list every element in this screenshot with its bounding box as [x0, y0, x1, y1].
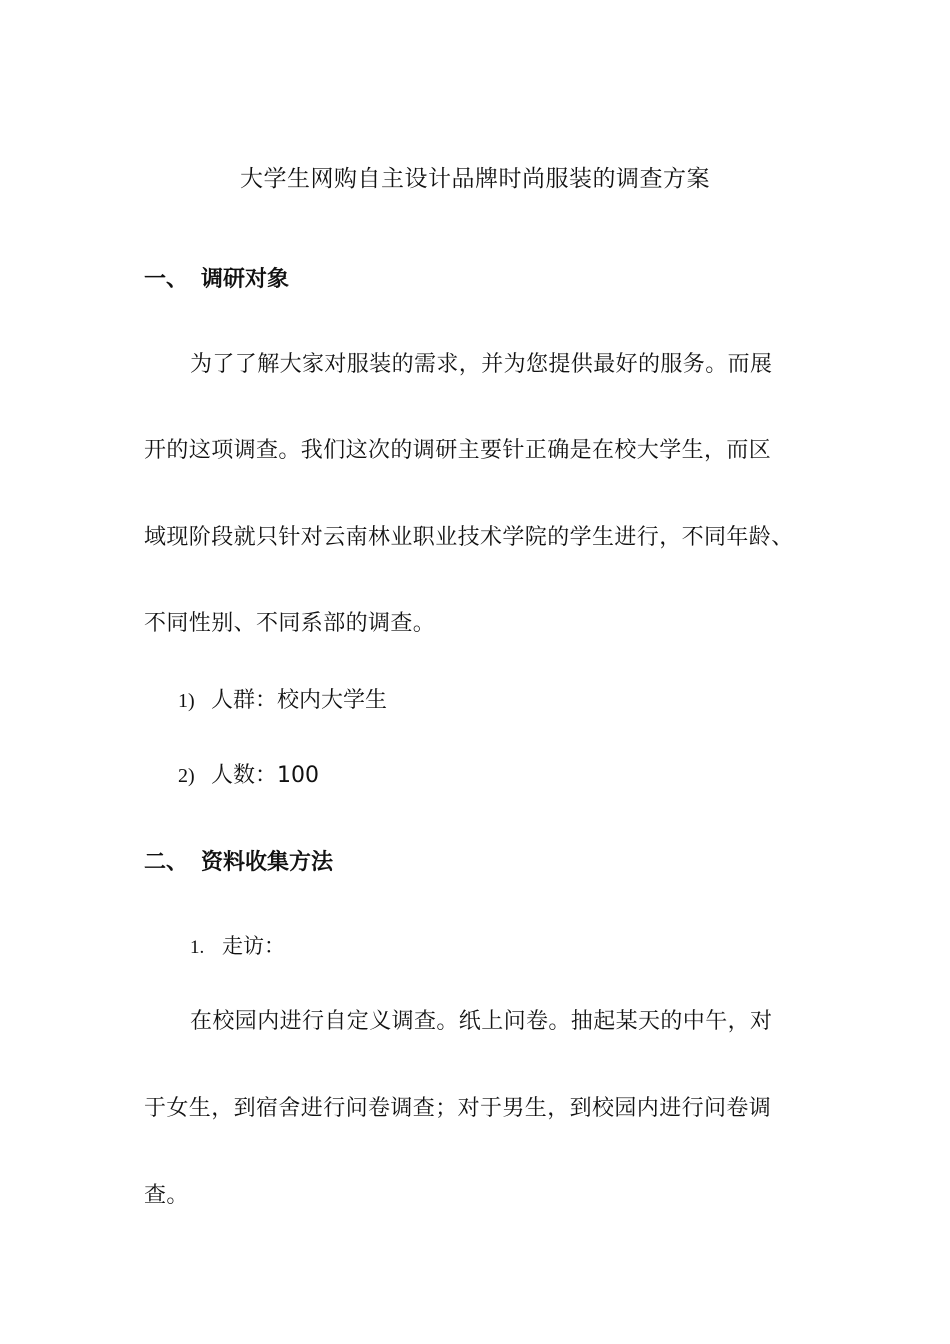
list-item	[178, 683, 387, 714]
section-2-paragraph-line: 在校园内进行自定义调查。纸上问卷。抽起某天的中午，对	[190, 1009, 773, 1034]
section-1-paragraph-line: 开的这项调查。我们这次的调研主要针正确是在校大学生，而区	[144, 438, 772, 463]
list-item-text: 人群：校内大学生	[211, 688, 388, 713]
section-1-number: 一、	[144, 267, 189, 292]
sub-item	[190, 930, 285, 960]
section-2-number: 二、	[144, 850, 189, 875]
section-2-title: 资料收集方法	[201, 850, 334, 875]
section-1-paragraph-line: 不同性别、不同系部的调查。	[144, 611, 436, 636]
section-2-paragraph-line: 查。	[144, 1183, 189, 1208]
section-1-paragraph-line: 域现阶段就只针对云南林业职业技术学院的学生进行，不同年龄、	[144, 525, 794, 550]
list-item-marker: 2)	[178, 765, 195, 787]
section-1-paragraph-line: 为了了解大家对服装的需求，并为您提供最好的服务。而展	[190, 352, 773, 377]
document-title: 大学生网购自主设计品牌时尚服装的调查方案	[240, 166, 710, 192]
section-2-heading	[144, 845, 333, 876]
list-item-text: 人数：100	[211, 763, 319, 788]
section-2-paragraph-line: 于女生，到宿舍进行问卷调查；对于男生，到校园内进行问卷调	[144, 1096, 772, 1121]
sub-item-text: 走访：	[222, 934, 285, 958]
section-1-title: 调研对象	[201, 267, 290, 292]
list-item-marker: 1)	[178, 690, 195, 712]
section-1-heading	[144, 262, 289, 293]
list-item	[178, 758, 319, 789]
sub-item-marker: 1.	[190, 937, 205, 958]
